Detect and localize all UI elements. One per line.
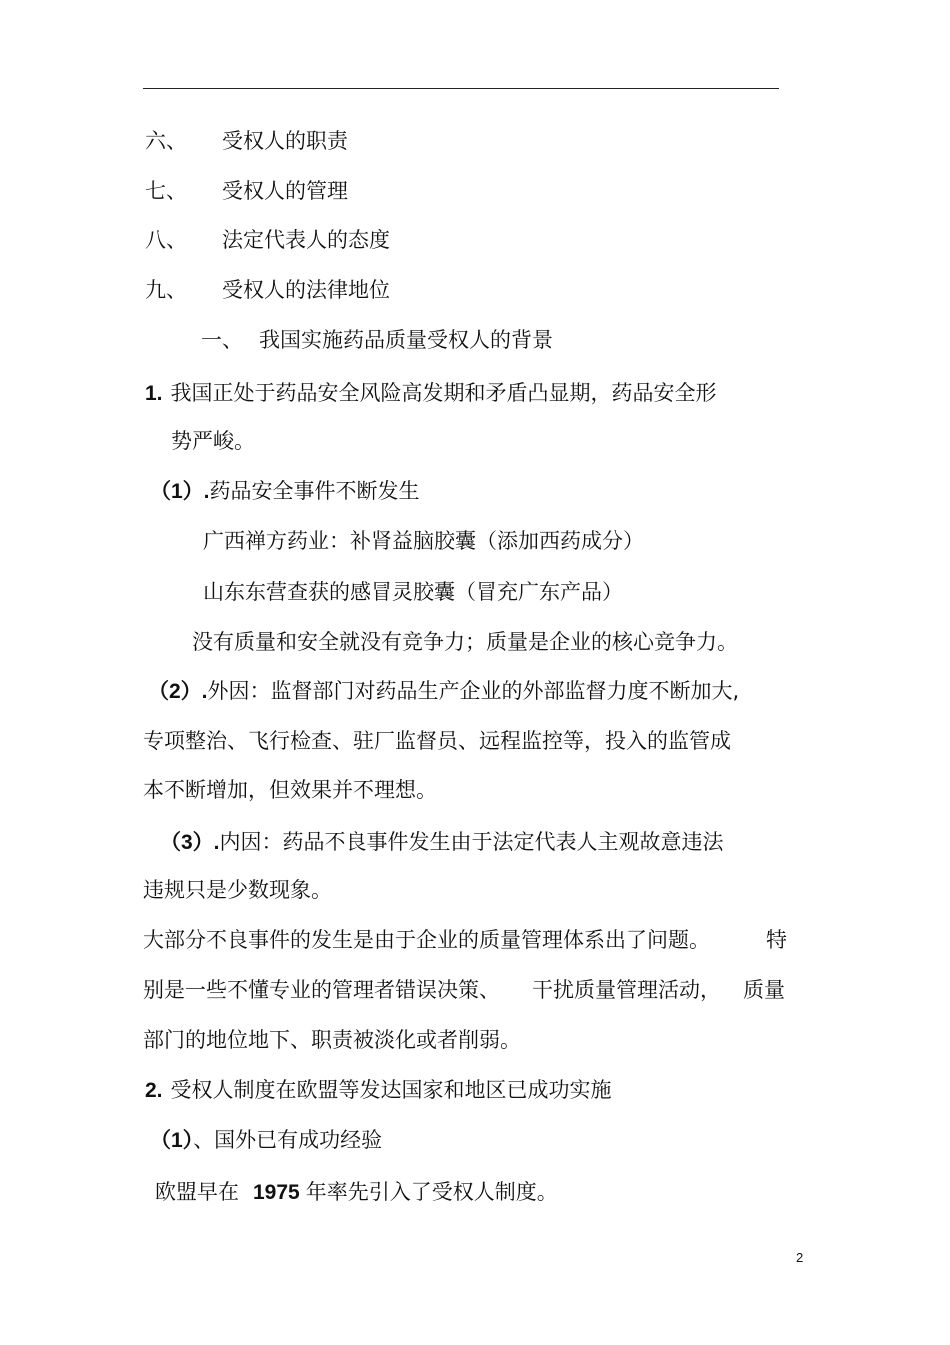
point-text: 受权人制度在欧盟等发达国家和地区已成功实施 — [170, 1078, 612, 1102]
subpoint-1-2-continued: 本不断增加，但效果并不理想。 — [143, 778, 437, 802]
toc-number: 六、 — [145, 129, 187, 153]
subpoint-2-1 — [150, 1126, 382, 1155]
subpoint-number: （2）. — [148, 680, 208, 703]
subpoint-1-2-continued: 专项整治、飞行检查、驻厂监督员、远程监控等，投入的监管成 — [143, 729, 731, 753]
toc-text: 受权人的职责 — [222, 129, 348, 153]
toc-item-8 — [145, 226, 390, 254]
eu-statement: 欧盟早在 1975 年率先引入了受权人制度。 — [155, 1180, 558, 1204]
toc-number: 七、 — [145, 179, 187, 203]
point-number: 1. — [145, 382, 163, 405]
toc-text: 受权人的法律地位 — [222, 278, 390, 302]
paragraph-line: 大部分不良事件的发生是由于企业的质量管理体系出了问题。 特 — [143, 928, 787, 952]
header-rule — [143, 88, 779, 89]
subpoint-text: 外因：监督部门对药品生产企业的外部监督力度不断加大, — [207, 679, 740, 703]
subpoint-1-3 — [160, 828, 724, 857]
toc-text: 受权人的管理 — [222, 179, 348, 203]
section-heading — [201, 326, 553, 354]
subpoint-number: （1）. — [150, 480, 210, 503]
year: 1975 — [253, 1181, 300, 1204]
subpoint-1-2 — [148, 677, 739, 706]
subpoint-number: （3）. — [160, 831, 220, 854]
subpoint-1-1 — [150, 477, 420, 506]
subpoint-text: 药品安全事件不断发生 — [209, 479, 420, 503]
section-title: 我国实施药品质量受权人的背景 — [259, 328, 553, 352]
section-number: 一、 — [201, 328, 243, 352]
toc-text: 法定代表人的态度 — [222, 228, 390, 252]
toc-number: 九、 — [145, 278, 187, 302]
page-number: 2 — [796, 1250, 804, 1265]
paragraph-line: 别是一些不懂专业的管理者错误决策、 干扰质量管理活动， 质量 — [143, 978, 785, 1002]
point-1-continued: 势严峻。 — [171, 429, 255, 453]
point-text: 我国正处于药品安全风险高发期和矛盾凸显期，药品安全形 — [170, 381, 717, 405]
subpoint-1-3-continued: 违规只是少数现象。 — [143, 878, 332, 902]
toc-item-7 — [145, 177, 348, 205]
toc-item-9 — [145, 276, 390, 304]
subpoint-text: 、国外已有成功经验 — [193, 1128, 383, 1152]
toc-item-6 — [145, 127, 348, 155]
toc-number: 八、 — [145, 228, 187, 252]
point-number: 2. — [145, 1079, 163, 1102]
point-1 — [145, 379, 717, 408]
case-example-2: 山东东营查获的感冒灵胶囊（冒充广东产品） — [203, 580, 623, 604]
case-example-1: 广西禅方药业：补肾益脑胶囊（添加西药成分） — [203, 529, 644, 553]
paragraph-line: 部门的地位地下、职责被淡化或者削弱。 — [143, 1028, 521, 1052]
subpoint-number: （1） — [150, 1129, 194, 1152]
core-statement: 没有质量和安全就没有竞争力；质量是企业的核心竞争力。 — [192, 630, 738, 654]
subpoint-text: 内因：药品不良事件发生由于法定代表人主观故意违法 — [219, 830, 724, 854]
point-2 — [145, 1076, 612, 1105]
